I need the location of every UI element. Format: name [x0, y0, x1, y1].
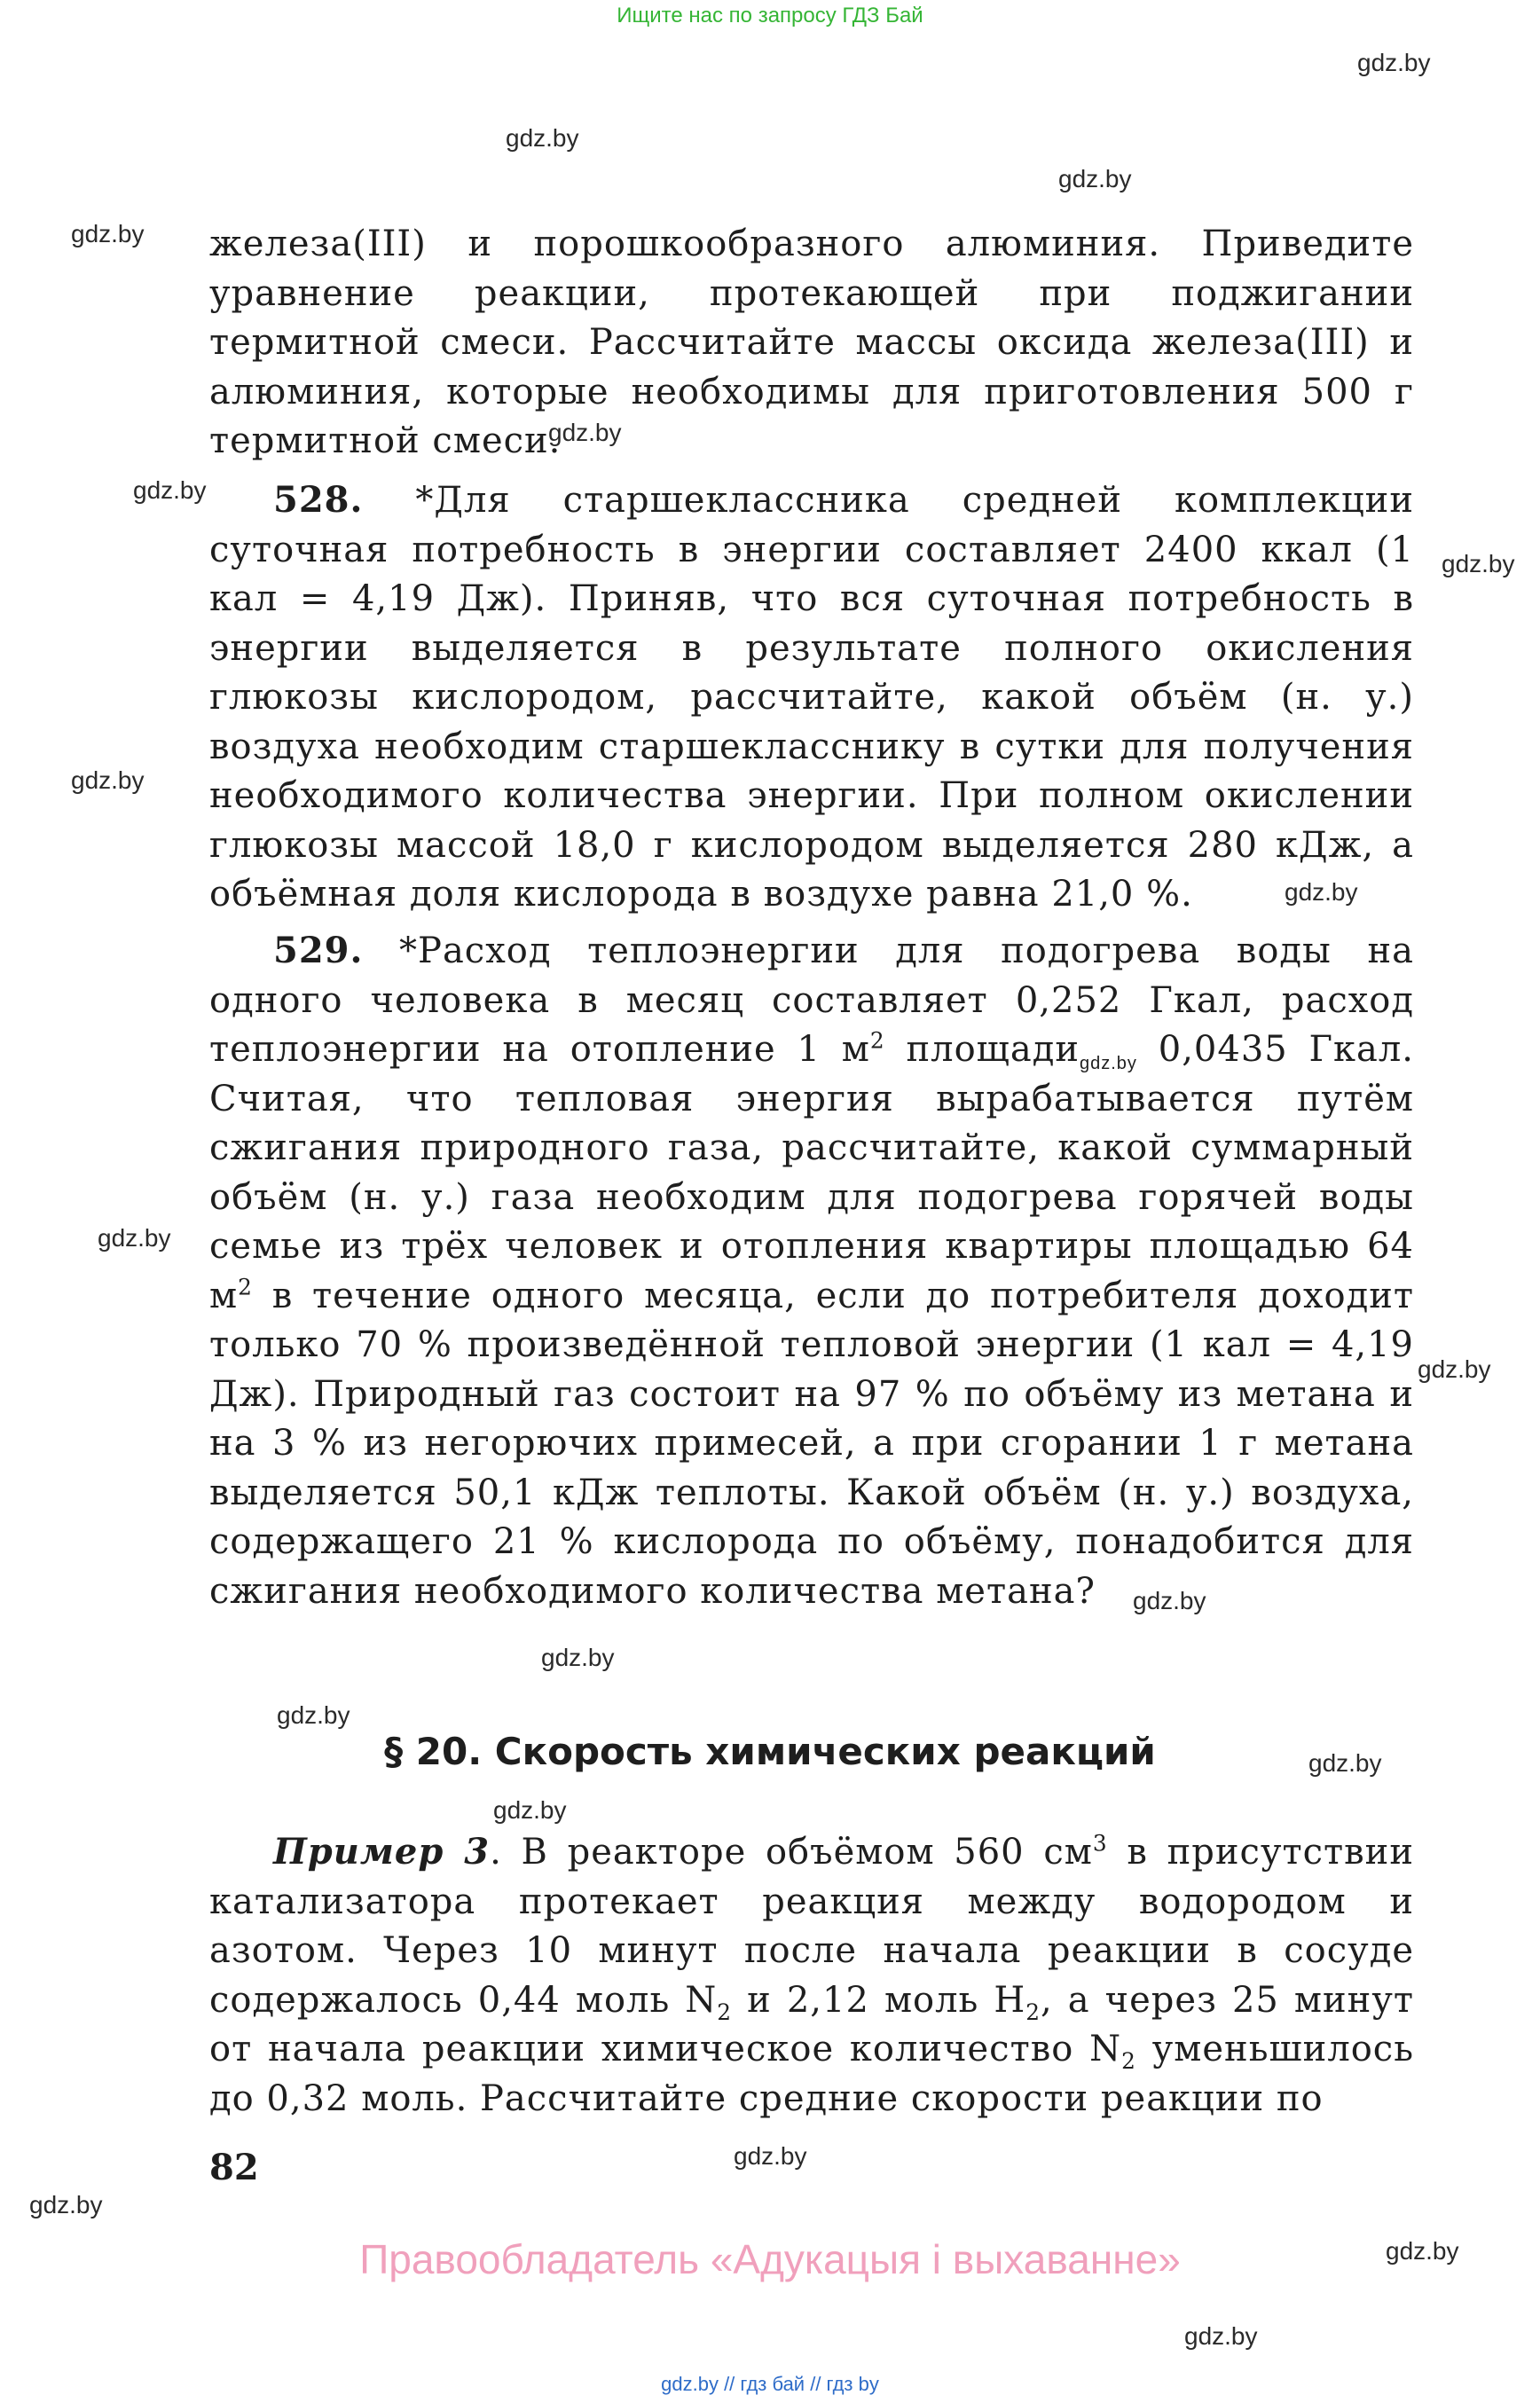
watermark: gdz.by — [541, 1644, 615, 1671]
inline-watermark: gdz.by — [1080, 1054, 1137, 1073]
subscript: 2 — [1121, 2048, 1136, 2074]
watermark: gdz.by — [506, 124, 579, 152]
footer-links[interactable]: gdz.by // гдз бай // гдз by — [661, 2373, 879, 2395]
watermark: gdz.by — [277, 1701, 350, 1729]
task-529-text-3: 0,0435 Гкал. Считая, что тепловая энергия вырабатывается путём сжигания природного газа, рассчитайте, какой суммарный объём (н. у.) газа необходим для подогрева горячей воды семье из трёх человек и отопления квартиры площадью 64 м — [209, 1029, 1414, 1316]
watermark: gdz.by — [1285, 878, 1358, 906]
watermark: gdz.by — [133, 476, 207, 504]
watermark: gdz.by — [1133, 1587, 1206, 1614]
top-note: Ищите нас по запросу ГДЗ Бай — [617, 4, 923, 27]
watermark: gdz.by — [493, 1796, 567, 1824]
task-528 — [209, 475, 1414, 920]
watermark: gdz.by — [734, 2142, 807, 2170]
watermark: gdz.by — [1442, 550, 1515, 577]
copyright-holder: Правообладатель «Адукацыя і выхаванне» — [359, 2236, 1181, 2282]
superscript: 2 — [869, 1027, 885, 1054]
watermark: gdz.by — [1058, 165, 1132, 192]
watermark: gdz.by — [1418, 1355, 1491, 1383]
page-number: 82 — [209, 2147, 259, 2188]
task-528-number: 528. — [273, 479, 364, 521]
task-529-text-2: площади — [884, 1029, 1080, 1070]
example-paragraph — [209, 1827, 1414, 2124]
example-text-3: и 2,12 моль H — [732, 1979, 1026, 2021]
subscript: 2 — [717, 1999, 733, 2025]
section-heading: § 20. Скорость химических реакций — [384, 1730, 1156, 1773]
watermark: gdz.by — [71, 220, 145, 247]
subscript: 2 — [1025, 1999, 1041, 2025]
watermark: gdz.by — [548, 419, 622, 446]
continued-paragraph: железа(III) и порошкообразного алюминия. Приведите уравнение реакции, протекающей при поджигании термитной смеси. Рассчитайте массы оксида железа(III) и алюминия, которые необходимы для приготовления 500 г термитной смеси. — [209, 224, 1414, 461]
superscript: 2 — [238, 1274, 253, 1300]
watermark: gdz.by — [1184, 2322, 1258, 2350]
superscript: 3 — [1092, 1830, 1108, 1857]
watermark: gdz.by — [1308, 1749, 1382, 1777]
watermark: gdz.by — [1357, 49, 1431, 76]
watermark: gdz.by — [71, 766, 145, 794]
task-529 — [209, 926, 1414, 1616]
example-text-1: . В реакторе объёмом 560 см — [490, 1832, 1093, 1873]
task-529-number: 529. — [273, 930, 364, 971]
example-text-4: , а через 25 минут от начала реакции химическое количество N — [209, 1979, 1414, 2069]
task-529-text-1: *Расход теплоэнергии для подогрева воды на одного человека в месяц составляет 0,252 Гкал, расход теплоэнергии на отопление 1 м — [209, 931, 1414, 1070]
watermark: gdz.by — [98, 1224, 171, 1252]
task-528-text: *Для старшеклассника средней комплекции суточная потребность в энергии составляет 2400 ккал (1 кал = 4,19 Дж). Приняв, что вся суточная потребность в энергии выделяется в результате полного окисления глюкозы кислородом, рассчитайте, какой объём (н. у.) воздуха необходим старшекласснику в сутки для получения необходимого количества энергии. При полном окислении глюкозы массой 18,0 г кислородом выделяется 280 кДж, а объёмная доля кислорода в воздухе равна 21,0 %. — [209, 480, 1414, 915]
watermark: gdz.by — [1386, 2237, 1459, 2265]
example-label: Пример 3 — [273, 1831, 491, 1873]
example-text-5: уменьшилось до 0,32 моль. Рассчитайте средние скорости реакции по — [209, 2029, 1414, 2119]
example-text-2: в присутствии катализатора протекает реакция между водородом и азотом. Через 10 минут после начала реакции в сосуде содержалось 0,44 моль N — [209, 1832, 1414, 2021]
watermark: gdz.by — [29, 2191, 103, 2218]
task-529-text-4: в течение одного месяца, если до потребителя доходит только 70 % произведённой тепловой энергии (1 кал = 4,19 Дж). Природный газ состоит на 97 % по объёму из метана и на 3 % из негорючих примесей, а при сгорании 1 г метана выделяется 50,1 кДж теплоты. Какой объём (н. у.) воздуха, содержащего 21 % кислорода по объёму, понадобится для сжигания необходимого количества метана? — [209, 1275, 1414, 1612]
